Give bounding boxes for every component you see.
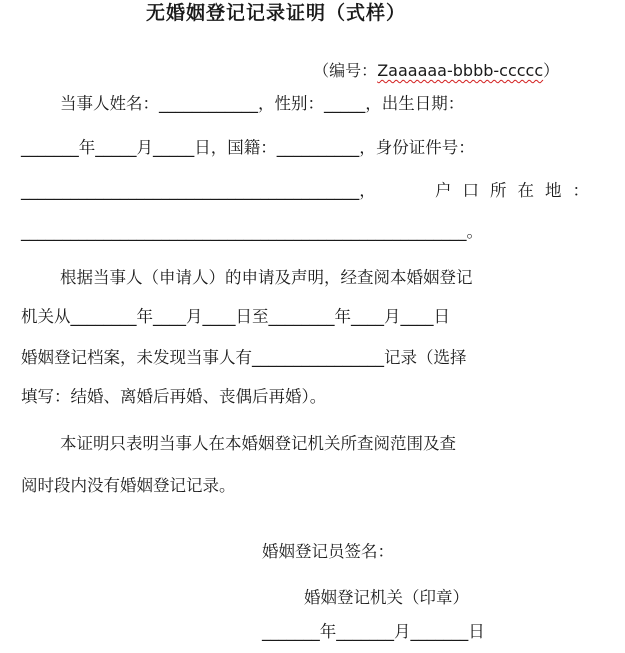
registrar-signature: 婚姻登记员签名：	[262, 542, 394, 561]
residence-label: 户口所在地：	[435, 181, 600, 200]
scope-line-2: 阅时段内没有婚姻登记记录。	[21, 476, 236, 495]
party-name-line: 当事人姓名：____________，性别：_____，出生日期：	[60, 94, 465, 113]
declaration-line-3: 婚姻登记档案，未发现当事人有________________记录（选择	[21, 348, 467, 367]
serial-number	[303, 47, 559, 79]
declaration-line-1: 根据当事人（申请人）的申请及声明，经查阅本婚姻登记	[60, 268, 473, 287]
serial-value: Zaaaaaa-bbbb-ccccc	[377, 61, 544, 80]
declaration-line-4: 填写：结婚、离婚后再婚、丧偶后再婚）。	[21, 387, 327, 406]
id-number-blank-line: _________________________________________，	[21, 181, 376, 200]
scope-line-1: 本证明只表明当事人在本婚姻登记机关所查阅范围及查	[60, 434, 456, 453]
declaration-line-2: 机关从________年____月____日至________年____月____日	[21, 307, 450, 326]
document-title: 无婚姻登记记录证明（式样）	[146, 2, 407, 24]
birthdate-nationality-line: _______年_____月_____日，国籍：__________，身份证件号：	[21, 138, 475, 157]
issue-date: _______年_______月_______日	[262, 622, 485, 641]
registration-office-seal: 婚姻登记机关（印章）	[304, 588, 469, 607]
residence-blank-line: ______________________________________________________。	[21, 222, 483, 241]
serial-suffix: ）	[543, 61, 560, 80]
serial-prefix: （编号：	[313, 61, 378, 80]
